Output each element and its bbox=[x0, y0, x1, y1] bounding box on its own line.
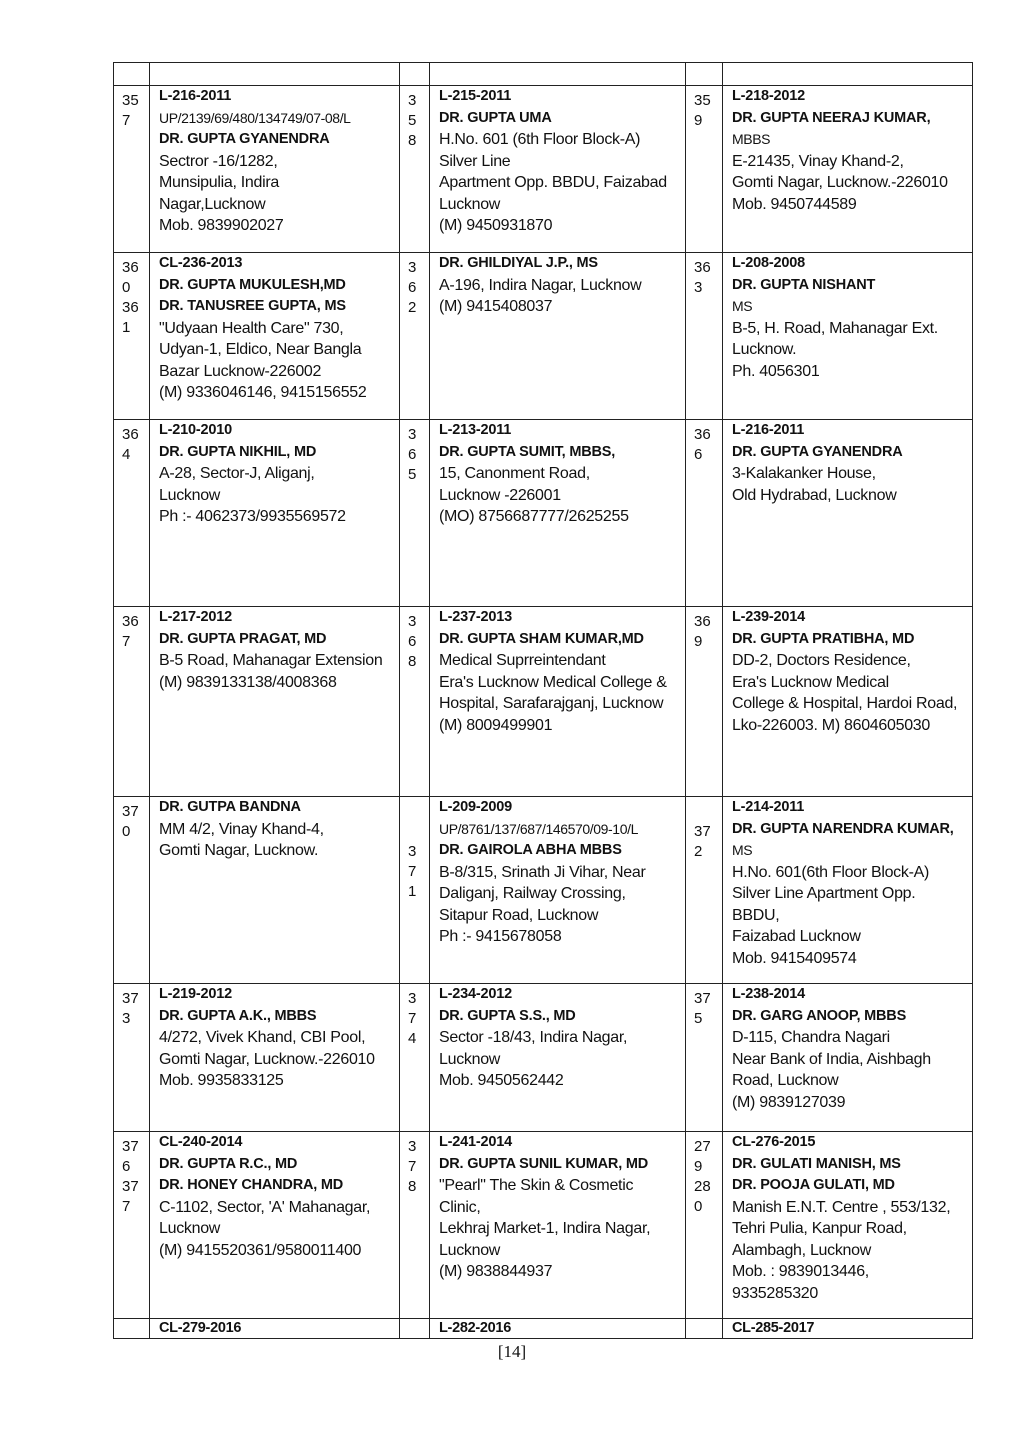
entry-detail-line: (M) 9415408037 bbox=[439, 298, 553, 315]
entry-heading-line: DR. GUPTA SHAM KUMAR,MD bbox=[439, 630, 644, 647]
entry-heading-line: L-238-2014 bbox=[732, 986, 805, 1002]
doctor-entry bbox=[723, 420, 973, 607]
entry-heading-line: L-215-2011 bbox=[439, 88, 512, 104]
entry-detail-line: Manish E.N.T. Centre , 553/132, bbox=[732, 1198, 951, 1216]
entry-detail-line: Lko-226003. M) 8604605030 bbox=[732, 716, 930, 734]
entry-detail-line: D-115, Chandra Nagari bbox=[732, 1029, 890, 1046]
entry-detail-line: B-5 Road, Mahanagar Extension bbox=[159, 652, 383, 669]
doctor-entry bbox=[723, 984, 973, 1132]
entry-heading-line: DR. GUPTA GYANENDRA bbox=[732, 443, 903, 460]
doctor-entry bbox=[723, 253, 973, 420]
entry-heading-line: CL-236-2013 bbox=[159, 255, 243, 271]
entry-heading-line: DR. POOJA GULATI, MD bbox=[732, 1177, 895, 1193]
table-row bbox=[114, 797, 973, 984]
entry-detail-line: Clinic, bbox=[439, 1198, 481, 1216]
entry-heading-line: DR. GUPTA NARENDRA KUMAR, bbox=[732, 820, 954, 837]
entry-detail-line: DD-2, Doctors Residence, bbox=[732, 652, 911, 669]
doctor-entry bbox=[430, 420, 686, 607]
entry-detail-line: A-196, Indira Nagar, Lucknow bbox=[439, 276, 642, 294]
serial-number: 37 3 bbox=[114, 984, 150, 1132]
entry-detail-line: Lekhraj Market-1, Indira Nagar, bbox=[439, 1220, 651, 1237]
doctor-entry bbox=[430, 797, 686, 984]
entry-detail-line: MS bbox=[732, 842, 753, 858]
entry-heading-line: DR. GUPTA R.C., MD bbox=[159, 1155, 298, 1172]
table-header-row bbox=[114, 63, 973, 86]
entry-detail-line: Lucknow bbox=[159, 1220, 221, 1237]
directory-table bbox=[113, 62, 973, 1339]
serial-number: 37 5 bbox=[686, 984, 723, 1132]
doctor-entry bbox=[723, 797, 973, 984]
entry-detail-line: Mob. 9415409574 bbox=[732, 949, 857, 967]
entry-detail-line: (M) 9415520361/9580011400 bbox=[159, 1241, 362, 1259]
entry-detail-line: (M) 9839133138/4008368 bbox=[159, 673, 337, 691]
entry-detail-line: UP/8761/137/687/146570/09-10/L bbox=[439, 820, 638, 837]
doctor-entry bbox=[150, 253, 400, 420]
serial-number: 37 0 bbox=[114, 797, 150, 984]
entry-detail-line: "Pearl" The Skin & Cosmetic bbox=[439, 1177, 634, 1194]
entry-heading-line: DR. GUPTA NIKHIL, MD bbox=[159, 443, 317, 460]
entry-heading-line: DR. GAIROLA ABHA MBBS bbox=[439, 842, 622, 858]
serial-number: 37 6 37 7 bbox=[114, 1132, 150, 1319]
entry-heading-line: DR. TANUSREE GUPTA, MS bbox=[159, 298, 346, 314]
serial-number: 3 5 8 bbox=[400, 86, 430, 253]
entry-heading-line: DR. GUPTA A.K., MBBS bbox=[159, 1007, 317, 1024]
entry-detail-line: 15, Canonment Road, bbox=[439, 465, 590, 482]
entry-heading-line: DR. GUPTA UMA bbox=[439, 109, 552, 126]
registration-code: CL-279-2016 bbox=[150, 1319, 400, 1339]
entry-detail-line: Gomti Nagar, Lucknow.-226010 bbox=[159, 1050, 375, 1068]
entry-detail-line: BBDU, bbox=[732, 906, 780, 924]
entry-heading-line: L-216-2011 bbox=[159, 88, 232, 104]
doctor-entry bbox=[723, 607, 973, 797]
serial-number: 27 9 28 0 bbox=[686, 1132, 723, 1319]
entry-heading-line: DR. GUPTA NISHANT bbox=[732, 276, 876, 293]
entry-heading-line: CL-276-2015 bbox=[732, 1134, 816, 1150]
entry-detail-line: Mob. : 9839013446, bbox=[732, 1263, 869, 1280]
table-row bbox=[114, 607, 973, 797]
serial-number: 36 9 bbox=[686, 607, 723, 797]
entry-detail-line: Mob. 9935833125 bbox=[159, 1072, 284, 1089]
doctor-entry bbox=[430, 607, 686, 797]
entry-heading-line: L-218-2012 bbox=[732, 88, 805, 104]
table-footer-row bbox=[114, 1319, 973, 1339]
entry-detail-line: Lucknow bbox=[439, 1050, 501, 1068]
serial-number: 3 6 8 bbox=[400, 607, 430, 797]
entry-heading-line: DR. GUPTA NEERAJ KUMAR, bbox=[732, 109, 931, 126]
serial-number: 36 0 36 1 bbox=[114, 253, 150, 420]
blank-cell bbox=[400, 1319, 430, 1339]
entry-heading-line: L-239-2014 bbox=[732, 609, 805, 625]
entry-detail-line: Daliganj, Railway Crossing, bbox=[439, 885, 626, 902]
entry-heading-line: L-234-2012 bbox=[439, 986, 512, 1002]
entry-heading-line: L-237-2013 bbox=[439, 609, 512, 625]
serial-number: 36 3 bbox=[686, 253, 723, 420]
blank-cell bbox=[430, 63, 686, 86]
entry-heading-line: L-213-2011 bbox=[439, 422, 512, 438]
entry-detail-line: 9335285320 bbox=[732, 1284, 818, 1302]
entry-heading-line: DR. GUPTA SUNIL KUMAR, MD bbox=[439, 1155, 649, 1172]
entry-detail-line: Era's Lucknow Medical College & bbox=[439, 673, 667, 691]
doctor-entry bbox=[723, 1132, 973, 1319]
entry-detail-line: Ph. 4056301 bbox=[732, 362, 820, 380]
registration-code: L-282-2016 bbox=[430, 1319, 686, 1339]
entry-detail-line: Road, Lucknow bbox=[732, 1072, 839, 1089]
serial-number: 3 7 4 bbox=[400, 984, 430, 1132]
entry-detail-line: Munsipulia, Indira bbox=[159, 174, 279, 191]
serial-number: 36 4 bbox=[114, 420, 150, 607]
entry-detail-line: Silver Line Apartment Opp. bbox=[732, 885, 916, 902]
blank-cell bbox=[114, 63, 150, 86]
entry-detail-line: Bazar Lucknow-226002 bbox=[159, 362, 322, 380]
table-row bbox=[114, 253, 973, 420]
entry-heading-line: DR. HONEY CHANDRA, MD bbox=[159, 1177, 344, 1193]
serial-number: 36 7 bbox=[114, 607, 150, 797]
entry-heading-line: DR. GUPTA MUKULESH,MD bbox=[159, 276, 346, 293]
entry-detail-line: C-1102, Sector, 'A' Mahanagar, bbox=[159, 1198, 371, 1216]
entry-detail-line: Sector -18/43, Indira Nagar, bbox=[439, 1029, 628, 1046]
entry-heading-line: L-219-2012 bbox=[159, 986, 232, 1002]
entry-detail-line: (M) 9839127039 bbox=[732, 1093, 846, 1111]
serial-number: 3 6 5 bbox=[400, 420, 430, 607]
entry-detail-line: Lucknow. bbox=[732, 341, 797, 358]
blank-cell bbox=[400, 63, 430, 86]
blank-cell bbox=[686, 63, 723, 86]
table-row bbox=[114, 984, 973, 1132]
entry-detail-line: (M) 8009499901 bbox=[439, 716, 553, 734]
entry-detail-line: Mob. 9839902027 bbox=[159, 217, 284, 234]
registration-code: CL-285-2017 bbox=[723, 1319, 973, 1339]
entry-detail-line: Silver Line bbox=[439, 152, 511, 170]
entry-detail-line: 4/272, Vivek Khand, CBI Pool, bbox=[159, 1029, 366, 1046]
serial-number: 35 9 bbox=[686, 86, 723, 253]
doctor-entry bbox=[150, 1132, 400, 1319]
entry-heading-line: DR. GUPTA GYANENDRA bbox=[159, 131, 330, 147]
entry-detail-line: Lucknow bbox=[439, 1241, 501, 1259]
entry-detail-line: Apartment Opp. BBDU, Faizabad bbox=[439, 174, 667, 191]
entry-heading-line: DR. GUPTA SUMIT, MBBS, bbox=[439, 443, 616, 460]
entry-heading-line: DR. GARG ANOOP, MBBS bbox=[732, 1007, 907, 1024]
blank-cell bbox=[114, 1319, 150, 1339]
entry-detail-line: B-5, H. Road, Mahanagar Ext. bbox=[732, 319, 938, 337]
entry-detail-line: A-28, Sector-J, Aliganj, bbox=[159, 465, 315, 482]
entry-heading-line: L-214-2011 bbox=[732, 799, 805, 815]
entry-heading-line: L-210-2010 bbox=[159, 422, 232, 438]
serial-number: 36 6 bbox=[686, 420, 723, 607]
entry-detail-line: Nagar,Lucknow bbox=[159, 195, 266, 213]
entry-detail-line: Tehri Pulia, Kanpur Road, bbox=[732, 1220, 907, 1237]
table-row bbox=[114, 420, 973, 607]
entry-heading-line: L-241-2014 bbox=[439, 1134, 512, 1150]
doctor-entry bbox=[150, 420, 400, 607]
blank-cell bbox=[723, 63, 973, 86]
entry-heading-line: L-208-2008 bbox=[732, 255, 805, 271]
table-row bbox=[114, 1132, 973, 1319]
entry-detail-line: Faizabad Lucknow bbox=[732, 928, 861, 945]
entry-detail-line: Ph :- 4062373/9935569572 bbox=[159, 508, 346, 525]
entry-detail-line: MBBS bbox=[732, 131, 771, 147]
entry-detail-line: Sectror -16/1282, bbox=[159, 152, 278, 170]
doctor-entry bbox=[430, 1132, 686, 1319]
entry-detail-line: Hospital, Sarafarajganj, Lucknow bbox=[439, 695, 664, 712]
entry-detail-line: (M) 9336046146, 9415156552 bbox=[159, 384, 367, 401]
blank-cell bbox=[150, 63, 400, 86]
entry-heading-line: DR. GUPTA S.S., MD bbox=[439, 1007, 576, 1024]
entry-detail-line: MM 4/2, Vinay Khand-4, bbox=[159, 820, 324, 838]
entry-detail-line: H.No. 601 (6th Floor Block-A) bbox=[439, 131, 641, 148]
table-row bbox=[114, 86, 973, 253]
serial-number: 3 6 2 bbox=[400, 253, 430, 420]
entry-detail-line: Lucknow bbox=[439, 195, 501, 213]
entry-heading-line: DR. GULATI MANISH, MS bbox=[732, 1155, 901, 1172]
entry-heading-line: L-217-2012 bbox=[159, 609, 232, 625]
doctor-entry bbox=[430, 86, 686, 253]
entry-detail-line: 3-Kalakanker House, bbox=[732, 465, 876, 482]
doctor-entry bbox=[723, 86, 973, 253]
entry-detail-line: Lucknow bbox=[159, 486, 221, 504]
serial-number: 35 7 bbox=[114, 86, 150, 253]
entry-detail-line: Old Hydrabad, Lucknow bbox=[732, 486, 897, 504]
entry-detail-line: B-8/315, Srinath Ji Vihar, Near bbox=[439, 863, 646, 881]
entry-detail-line: Near Bank of India, Aishbagh bbox=[732, 1050, 931, 1068]
entry-detail-line: Ph :- 9415678058 bbox=[439, 928, 562, 945]
entry-detail-line: (MO) 8756687777/2625255 bbox=[439, 508, 629, 525]
entry-heading-line: DR. GUPTA PRATIBHA, MD bbox=[732, 630, 915, 647]
entry-detail-line: Alambagh, Lucknow bbox=[732, 1241, 871, 1259]
entry-detail-line: Lucknow -226001 bbox=[439, 486, 561, 504]
blank-cell bbox=[686, 1319, 723, 1339]
entry-detail-line: H.No. 601(6th Floor Block-A) bbox=[732, 863, 930, 881]
entry-heading-line: DR. GHILDIYAL J.P., MS bbox=[439, 255, 598, 271]
doctor-entry bbox=[430, 253, 686, 420]
entry-detail-line: College & Hospital, Hardoi Road, bbox=[732, 695, 958, 712]
page-number: [14] bbox=[497, 1342, 527, 1361]
doctor-entry bbox=[150, 607, 400, 797]
entry-heading-line: L-209-2009 bbox=[439, 799, 512, 815]
serial-number: 3 7 1 bbox=[400, 797, 430, 984]
entry-detail-line: MS bbox=[732, 298, 753, 314]
entry-detail-line: UP/2139/69/480/134749/07-08/L bbox=[159, 109, 351, 126]
entry-detail-line: E-21435, Vinay Khand-2, bbox=[732, 152, 904, 170]
entry-heading-line: DR. GUPTA PRAGAT, MD bbox=[159, 630, 327, 647]
entry-heading-line: CL-240-2014 bbox=[159, 1134, 243, 1150]
entry-detail-line: Mob. 9450562442 bbox=[439, 1072, 564, 1089]
serial-number: 37 2 bbox=[686, 797, 723, 984]
entry-detail-line: Udyan-1, Eldico, Near Bangla bbox=[159, 341, 362, 358]
doctor-entry bbox=[430, 984, 686, 1132]
entry-detail-line: Gomti Nagar, Lucknow.-226010 bbox=[732, 174, 948, 191]
doctor-entry bbox=[150, 797, 400, 984]
serial-number: 3 7 8 bbox=[400, 1132, 430, 1319]
entry-detail-line: Mob. 9450744589 bbox=[732, 195, 857, 213]
doctor-entry bbox=[150, 86, 400, 253]
doctor-entry bbox=[150, 984, 400, 1132]
entry-detail-line: Sitapur Road, Lucknow bbox=[439, 906, 599, 924]
entry-detail-line: Medical Suprreintendant bbox=[439, 652, 606, 669]
entry-detail-line: Gomti Nagar, Lucknow. bbox=[159, 842, 319, 859]
entry-heading-line: DR. GUTPA BANDNA bbox=[159, 799, 301, 815]
entry-detail-line: (M) 9838844937 bbox=[439, 1263, 553, 1280]
entry-detail-line: (M) 9450931870 bbox=[439, 217, 553, 234]
entry-detail-line: "Udyaan Health Care" 730, bbox=[159, 319, 344, 337]
entry-detail-line: Era's Lucknow Medical bbox=[732, 673, 889, 691]
entry-heading-line: L-216-2011 bbox=[732, 422, 805, 438]
